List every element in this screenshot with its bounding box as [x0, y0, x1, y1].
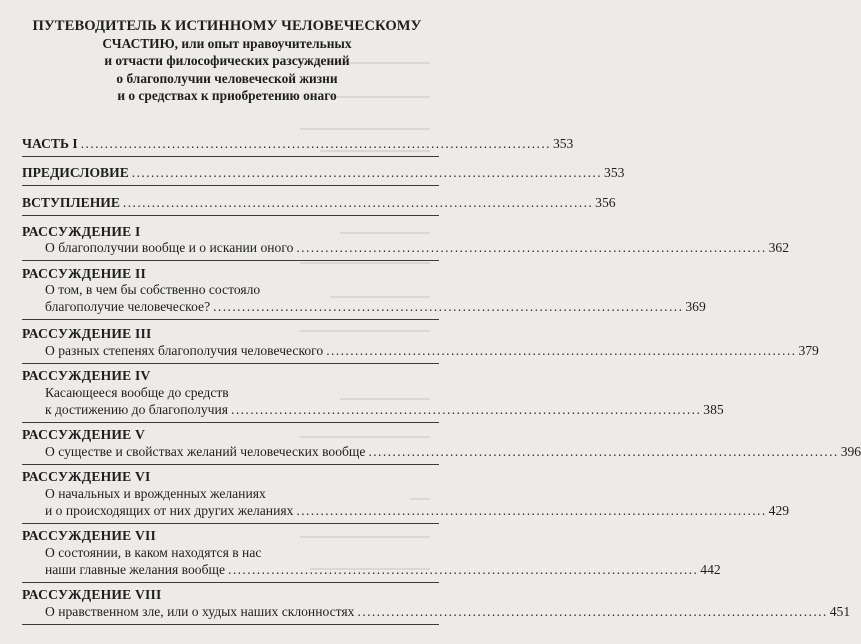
- chapter-heading-5: РАССУЖДЕНИЕ V: [22, 427, 146, 442]
- toc-entry-label-line-1: Касающееся вообще до средств: [45, 385, 229, 400]
- chapter-heading-4: РАССУЖДЕНИЕ IV: [22, 368, 151, 383]
- toc-entry-chapter-1: [45, 240, 790, 256]
- leader-dots: ..................................................................................................: [231, 402, 702, 417]
- divider: [22, 523, 439, 524]
- chapter-heading-6: РАССУЖДЕНИЕ VI: [22, 469, 151, 484]
- title-line-2: СЧАСТИЮ, или опыт нравоучительных: [102, 36, 352, 52]
- toc-entry-label: к достижению до благополучия: [45, 402, 229, 417]
- toc-entry-chapter-4: [45, 402, 724, 418]
- chapter-heading-2: РАССУЖДЕНИЕ II: [22, 266, 146, 281]
- toc-page-number: 353: [552, 136, 574, 151]
- toc-page-number: 356: [595, 195, 616, 210]
- toc-page-number: 353: [604, 165, 625, 180]
- toc-page-number: 442: [700, 562, 721, 577]
- toc-entry-label-line-1: О начальных и врожденных желаниях: [45, 486, 266, 501]
- toc-entry-label: и о происходящих от них других желаниях: [45, 503, 294, 518]
- toc-page-number: 385: [703, 402, 724, 417]
- leader-dots: ..................................................................................................: [213, 299, 684, 314]
- toc-page-number: 429: [768, 503, 790, 518]
- toc-entry-label: О существе и свойствах желаний человеческих вообще: [45, 444, 366, 459]
- toc-entry-part-1: [22, 136, 574, 152]
- toc-entry-label: О разных степенях благополучия человеческого: [45, 343, 324, 358]
- title-line-3: и отчасти философических разсуждений: [104, 53, 350, 69]
- toc-entry-chapter-3: [45, 343, 819, 359]
- title-line-5: и о средствах к приобретению онаго: [117, 87, 337, 103]
- toc-entry-label: наши главные желания вообще: [45, 562, 226, 577]
- toc-page-number: 369: [685, 299, 706, 314]
- leader-dots: ..................................................................................................: [122, 195, 594, 210]
- toc-entry-preface: [22, 165, 625, 181]
- toc-entry-chapter-8: [45, 604, 851, 620]
- toc-entry-label: благополучие человеческое?: [45, 299, 211, 314]
- chapter-heading-7: РАССУЖДЕНИЕ VII: [22, 528, 157, 543]
- divider: [22, 260, 439, 261]
- divider: [22, 624, 439, 625]
- book-title: [22, 18, 432, 104]
- chapter-heading-3: РАССУЖДЕНИЕ III: [22, 326, 152, 341]
- leader-dots: ..................................................................................................: [228, 562, 699, 577]
- leader-dots: ..................................................................................................: [296, 240, 767, 255]
- leader-dots: ..................................................................................................: [368, 444, 839, 459]
- leader-dots: ..................................................................................................: [326, 343, 797, 358]
- toc-entry-chapter-5: [45, 444, 861, 460]
- divider: [22, 156, 439, 157]
- divider: [22, 363, 439, 364]
- toc-entry-label: ПРЕДИСЛОВИЕ: [22, 165, 129, 180]
- divider: [22, 582, 439, 583]
- leader-dots: ..................................................................................................: [80, 136, 551, 151]
- divider: [22, 215, 439, 216]
- toc-entry-introduction: [22, 195, 616, 211]
- toc-page-number: 379: [798, 343, 819, 358]
- divider: [22, 422, 439, 423]
- toc-entry-chapter-6: [45, 503, 790, 519]
- toc-entry-label-line-1: О том, в чем бы собственно состояло: [45, 282, 261, 297]
- chapter-heading-1: РАССУЖДЕНИЕ I: [22, 224, 141, 239]
- toc-entry-label: О нравственном зле, или о худых наших склонностях: [45, 604, 355, 619]
- divider: [22, 319, 439, 320]
- leader-dots: ..................................................................................................: [357, 604, 828, 619]
- toc-entry-label: ВСТУПЛЕНИЕ: [22, 195, 120, 210]
- divider: [22, 464, 439, 465]
- divider: [22, 185, 439, 186]
- leader-dots: ..................................................................................................: [131, 165, 603, 180]
- chapter-heading-8: РАССУЖДЕНИЕ VIII: [22, 587, 162, 602]
- title-line-1: ПУТЕВОДИТЕЛЬ К ИСТИННОМУ ЧЕЛОВЕЧЕСКОМУ: [32, 18, 422, 34]
- title-line-4: о благополучии человеческой жизни: [116, 70, 338, 86]
- toc-page-number: 362: [768, 240, 790, 255]
- toc-page-number: 396: [840, 444, 861, 459]
- toc-entry-label: О благополучии вообще и о искании оного: [45, 240, 294, 255]
- toc-page-number: 451: [829, 604, 851, 619]
- toc-entry-label-line-1: О состоянии, в каком находятся в нас: [45, 545, 262, 560]
- toc-entry-chapter-7: [45, 562, 721, 578]
- leader-dots: ..................................................................................................: [296, 503, 767, 518]
- toc-entry-label: ЧАСТЬ I: [22, 136, 78, 151]
- toc-entry-chapter-2: [45, 299, 706, 315]
